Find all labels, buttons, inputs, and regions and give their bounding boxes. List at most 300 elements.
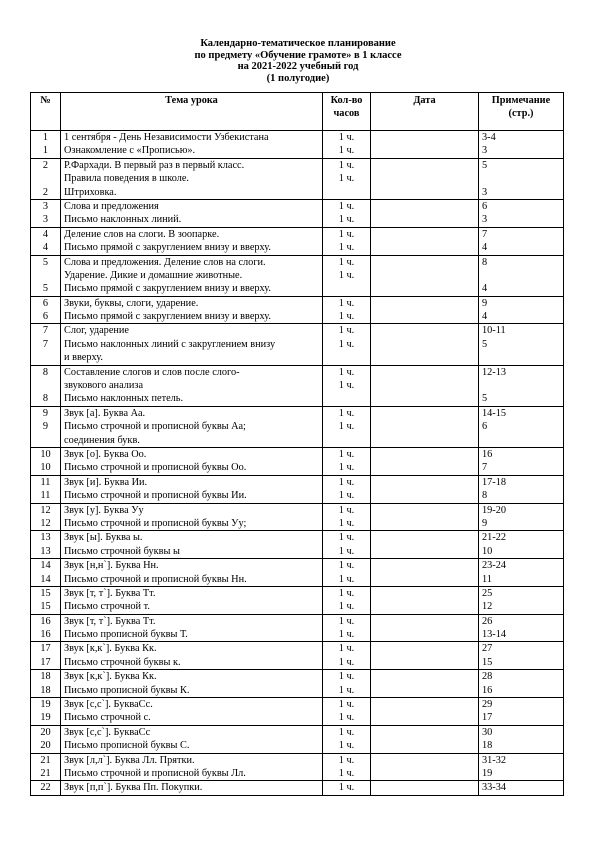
header-hours-line-1: Кол-во bbox=[330, 95, 363, 106]
cell-topic bbox=[61, 753, 323, 781]
cell-hours-line: 1 ч. bbox=[338, 545, 355, 557]
cell-note-line: 27 bbox=[482, 643, 493, 655]
table-row bbox=[31, 531, 564, 559]
table-row bbox=[31, 642, 564, 670]
cell-num-line: 18 bbox=[40, 684, 51, 696]
cell-hours-line: 1 ч. bbox=[338, 145, 355, 157]
cell-topic-line: Письмо строчной с. bbox=[64, 712, 151, 724]
cell-hours bbox=[323, 753, 371, 781]
cell-num-line: 12 bbox=[40, 517, 51, 529]
table-row bbox=[31, 614, 564, 642]
cell-num-line: 2 bbox=[42, 159, 49, 171]
cell-hours bbox=[323, 447, 371, 475]
header-hours bbox=[323, 93, 371, 131]
cell-note bbox=[479, 365, 564, 406]
cell-hours-line bbox=[326, 282, 367, 295]
cell-num-line: 7 bbox=[42, 338, 49, 350]
cell-num bbox=[31, 475, 61, 503]
cell-hours bbox=[323, 559, 371, 587]
cell-topic-line: Слова и предложения. Деление слов на слоги. bbox=[64, 256, 266, 268]
cell-date bbox=[371, 447, 479, 475]
planning-table bbox=[30, 92, 564, 796]
header-note-line-2: (стр.) bbox=[508, 108, 534, 120]
cell-note-line: 28 bbox=[482, 671, 493, 683]
table-row bbox=[31, 698, 564, 726]
cell-hours-line: 1 ч. bbox=[338, 532, 355, 544]
cell-num-line bbox=[34, 269, 57, 282]
cell-topic-line: Письмо прямой с закруглением внизу и вверху. bbox=[64, 283, 272, 295]
cell-num-line bbox=[34, 351, 57, 364]
cell-topic bbox=[61, 447, 323, 475]
cell-num-line: 10 bbox=[40, 462, 51, 474]
cell-topic bbox=[61, 614, 323, 642]
cell-topic-line: Штриховка. bbox=[64, 186, 117, 198]
cell-hours-line: 1 ч. bbox=[338, 629, 355, 641]
cell-hours-line: 1 ч. bbox=[338, 448, 355, 460]
cell-num-line: 9 bbox=[42, 407, 49, 419]
cell-date bbox=[371, 781, 479, 795]
cell-date bbox=[371, 199, 479, 227]
cell-num-line: 4 bbox=[42, 228, 49, 240]
cell-hours-line: 1 ч. bbox=[338, 712, 355, 724]
cell-num bbox=[31, 406, 61, 447]
cell-num-line: 15 bbox=[40, 587, 51, 599]
cell-note bbox=[479, 586, 564, 614]
cell-note-line: 7 bbox=[482, 462, 488, 474]
cell-date bbox=[371, 586, 479, 614]
cell-hours bbox=[323, 199, 371, 227]
table-row bbox=[31, 227, 564, 255]
cell-hours bbox=[323, 158, 371, 199]
cell-num-line: 10 bbox=[40, 448, 51, 460]
cell-topic bbox=[61, 781, 323, 795]
cell-note bbox=[479, 642, 564, 670]
cell-note-line: 12-13 bbox=[482, 366, 507, 378]
cell-hours-line bbox=[326, 186, 367, 199]
cell-hours-line: 1 ч. bbox=[338, 656, 355, 668]
cell-num-line: 18 bbox=[40, 671, 51, 683]
cell-note-line: 3-4 bbox=[482, 132, 496, 143]
cell-topic-line: Звук [ы]. Буква ы. bbox=[64, 532, 143, 544]
cell-hours-line: 1 ч. bbox=[338, 615, 355, 627]
cell-topic-line: соединения букв. bbox=[64, 434, 140, 446]
header-num: № bbox=[31, 93, 61, 131]
cell-note bbox=[479, 199, 564, 227]
cell-note bbox=[479, 131, 564, 159]
title-line-1: Календарно-тематическое планирование bbox=[200, 38, 396, 49]
cell-hours bbox=[323, 698, 371, 726]
cell-note-line: 10-11 bbox=[482, 325, 506, 337]
cell-topic-line: Звук [у]. Буква Уу bbox=[64, 504, 144, 516]
cell-topic-line: Письмо прямой с закруглением внизу и вверху. bbox=[64, 242, 272, 254]
cell-num-line: 3 bbox=[42, 214, 49, 226]
cell-num-line: 6 bbox=[42, 311, 49, 323]
cell-hours-line: 1 ч. bbox=[338, 726, 355, 738]
cell-num-line: 3 bbox=[42, 200, 49, 212]
table-row bbox=[31, 199, 564, 227]
cell-hours-line bbox=[326, 351, 367, 364]
cell-hours-line: 1 ч. bbox=[338, 476, 355, 488]
cell-num bbox=[31, 781, 61, 795]
cell-num bbox=[31, 324, 61, 365]
cell-note-line: 3 bbox=[482, 145, 488, 157]
cell-topic-line: Письмо строчной и прописной буквы Ии. bbox=[64, 490, 247, 502]
cell-topic bbox=[61, 670, 323, 698]
cell-topic-line: Письмо строчной буквы ы bbox=[64, 545, 180, 557]
cell-note-line: 26 bbox=[482, 615, 493, 627]
cell-hours bbox=[323, 642, 371, 670]
cell-num bbox=[31, 614, 61, 642]
cell-num-line: 11 bbox=[40, 476, 51, 488]
cell-topic-line: Звуки, буквы, слоги, ударение. bbox=[64, 297, 199, 309]
cell-num bbox=[31, 531, 61, 559]
cell-date bbox=[371, 670, 479, 698]
table-row bbox=[31, 586, 564, 614]
header-note bbox=[479, 93, 564, 131]
cell-note bbox=[479, 670, 564, 698]
cell-note-line: 11 bbox=[482, 573, 492, 585]
cell-topic bbox=[61, 559, 323, 587]
cell-topic-line: Письмо строчной и прописной буквы Уу; bbox=[64, 517, 247, 529]
cell-num-line: 13 bbox=[40, 545, 51, 557]
table-row bbox=[31, 781, 564, 795]
document-title bbox=[30, 38, 566, 84]
cell-date bbox=[371, 131, 479, 159]
cell-date bbox=[371, 614, 479, 642]
cell-topic-line: звукового анализа bbox=[64, 380, 144, 392]
cell-note-line: 8 bbox=[482, 490, 488, 502]
cell-hours-line: 1 ч. bbox=[338, 311, 355, 323]
cell-topic-line: Звук [т, т`]. Буква Тт. bbox=[64, 615, 156, 627]
cell-hours-line: 1 ч. bbox=[338, 767, 355, 779]
cell-num-line: 1 bbox=[42, 145, 49, 157]
cell-note-line: 9 bbox=[482, 517, 488, 529]
table-row bbox=[31, 447, 564, 475]
cell-hours-line: 1 ч. bbox=[338, 671, 355, 683]
cell-hours-line: 1 ч. bbox=[338, 740, 355, 752]
cell-hours-line: 1 ч. bbox=[338, 587, 355, 599]
cell-num-line: 1 bbox=[42, 132, 49, 143]
cell-note-line bbox=[482, 434, 560, 447]
cell-note-line: 18 bbox=[482, 740, 493, 752]
cell-date bbox=[371, 227, 479, 255]
cell-topic-line: Звук [к,к`]. Буква Кк. bbox=[64, 671, 157, 683]
cell-topic bbox=[61, 199, 323, 227]
cell-topic-line: Письмо прописной буквы К. bbox=[64, 684, 190, 696]
cell-date bbox=[371, 158, 479, 199]
cell-note bbox=[479, 296, 564, 324]
cell-num-line: 17 bbox=[40, 643, 51, 655]
cell-note-line: 14-15 bbox=[482, 407, 507, 419]
cell-topic bbox=[61, 586, 323, 614]
cell-topic-line: Звук [о]. Буква Оо. bbox=[64, 448, 147, 460]
cell-hours bbox=[323, 255, 371, 296]
cell-hours-line bbox=[326, 392, 367, 405]
cell-topic-line: и вверху. bbox=[64, 352, 103, 364]
table-row bbox=[31, 753, 564, 781]
cell-note bbox=[479, 324, 564, 365]
cell-num-line: 11 bbox=[40, 490, 51, 502]
cell-hours-line: 1 ч. bbox=[338, 214, 355, 226]
cell-hours bbox=[323, 725, 371, 753]
cell-topic-line: 1 сентября - День Независимости Узбекистана bbox=[64, 132, 269, 143]
cell-hours-line bbox=[326, 434, 367, 447]
cell-note-line bbox=[482, 172, 560, 185]
cell-hours-line: 1 ч. bbox=[338, 684, 355, 696]
cell-hours bbox=[323, 324, 371, 365]
cell-note-line: 12 bbox=[482, 601, 493, 613]
header-hours-line-2: часов bbox=[333, 108, 360, 120]
cell-hours-line: 1 ч. bbox=[338, 159, 355, 171]
cell-topic-line: Звук [и]. Буква Ии. bbox=[64, 476, 148, 488]
cell-note bbox=[479, 255, 564, 296]
cell-topic-line: Звук [л,л`]. Буква Лл. Прятки. bbox=[64, 754, 195, 766]
cell-hours bbox=[323, 227, 371, 255]
cell-date bbox=[371, 475, 479, 503]
cell-num-line: 7 bbox=[42, 325, 49, 337]
table-row bbox=[31, 503, 564, 531]
header-date: Дата bbox=[371, 93, 479, 131]
cell-note bbox=[479, 475, 564, 503]
cell-num-line: 9 bbox=[42, 421, 49, 433]
cell-date bbox=[371, 698, 479, 726]
cell-hours-line: 1 ч. bbox=[338, 573, 355, 585]
cell-note-line: 31-32 bbox=[482, 754, 507, 766]
cell-note-line: 17 bbox=[482, 712, 493, 724]
cell-note-line: 13-14 bbox=[482, 629, 507, 641]
cell-note-line: 6 bbox=[482, 421, 488, 433]
cell-num-line: 20 bbox=[40, 740, 51, 752]
cell-num-line: 19 bbox=[40, 712, 51, 724]
cell-hours bbox=[323, 365, 371, 406]
table-row bbox=[31, 670, 564, 698]
cell-num-line bbox=[34, 172, 57, 185]
cell-num-line: 5 bbox=[42, 283, 49, 295]
cell-note-line: 6 bbox=[482, 200, 488, 212]
cell-note-line: 5 bbox=[482, 338, 488, 350]
table-header-row bbox=[31, 93, 564, 131]
cell-note-line: 5 bbox=[482, 159, 488, 171]
cell-topic bbox=[61, 531, 323, 559]
cell-num bbox=[31, 296, 61, 324]
table-row bbox=[31, 559, 564, 587]
cell-hours-line: 1 ч. bbox=[338, 256, 355, 268]
cell-topic-line: Письмо наклонных петель. bbox=[64, 393, 184, 405]
table-body bbox=[31, 131, 564, 796]
cell-topic-line: Слог, ударение bbox=[64, 325, 129, 337]
cell-date bbox=[371, 406, 479, 447]
cell-note-line: 21-22 bbox=[482, 532, 507, 544]
cell-num-line: 21 bbox=[40, 767, 51, 779]
cell-hours-line: 1 ч. bbox=[338, 462, 355, 474]
cell-note-line: 29 bbox=[482, 699, 493, 711]
title-line-3: на 2021-2022 учебный год bbox=[237, 61, 359, 73]
cell-date bbox=[371, 365, 479, 406]
cell-topic-line: Звук [с,с`]. БукваСс bbox=[64, 726, 151, 738]
cell-hours-line: 1 ч. bbox=[338, 504, 355, 516]
cell-hours bbox=[323, 406, 371, 447]
cell-topic bbox=[61, 255, 323, 296]
cell-num bbox=[31, 131, 61, 159]
cell-hours-line: 1 ч. bbox=[338, 297, 355, 309]
cell-topic-line: Письмо строчной и прописной буквы Нн. bbox=[64, 573, 247, 585]
cell-note bbox=[479, 503, 564, 531]
cell-note-line: 19 bbox=[482, 767, 493, 779]
cell-date bbox=[371, 324, 479, 365]
cell-note-line: 23-24 bbox=[482, 560, 507, 572]
cell-num bbox=[31, 753, 61, 781]
cell-hours-line: 1 ч. bbox=[338, 173, 355, 185]
cell-note-line bbox=[482, 379, 560, 392]
cell-note bbox=[479, 753, 564, 781]
cell-hours-line: 1 ч. bbox=[338, 132, 355, 143]
cell-num-line: 14 bbox=[40, 573, 51, 585]
cell-num-line: 8 bbox=[42, 366, 49, 378]
cell-hours-line: 1 ч. bbox=[338, 782, 355, 794]
cell-hours-line: 1 ч. bbox=[338, 490, 355, 502]
cell-hours-line: 1 ч. bbox=[338, 421, 355, 433]
cell-hours-line: 1 ч. bbox=[338, 601, 355, 613]
cell-num bbox=[31, 725, 61, 753]
cell-topic bbox=[61, 406, 323, 447]
cell-note-line: 7 bbox=[482, 228, 488, 240]
cell-num bbox=[31, 158, 61, 199]
cell-hours-line: 1 ч. bbox=[338, 366, 355, 378]
cell-topic bbox=[61, 725, 323, 753]
cell-note-line: 16 bbox=[482, 448, 493, 460]
table-row bbox=[31, 131, 564, 159]
cell-date bbox=[371, 255, 479, 296]
cell-topic-line: Письмо наклонных линий. bbox=[64, 214, 182, 226]
cell-num bbox=[31, 227, 61, 255]
cell-note-line bbox=[482, 351, 560, 364]
header-topic: Тема урока bbox=[61, 93, 323, 131]
cell-topic bbox=[61, 503, 323, 531]
cell-num-line: 4 bbox=[42, 242, 49, 254]
cell-num bbox=[31, 559, 61, 587]
cell-num-line bbox=[34, 434, 57, 447]
cell-hours-line: 1 ч. bbox=[338, 560, 355, 572]
cell-note-line: 4 bbox=[482, 283, 488, 295]
header-note-line-1: Примечание bbox=[491, 95, 551, 106]
cell-note bbox=[479, 781, 564, 795]
cell-num bbox=[31, 365, 61, 406]
cell-hours bbox=[323, 614, 371, 642]
cell-num-line: 22 bbox=[40, 782, 51, 794]
cell-num bbox=[31, 698, 61, 726]
cell-note bbox=[479, 698, 564, 726]
cell-hours bbox=[323, 131, 371, 159]
cell-num-line: 15 bbox=[40, 601, 51, 613]
cell-topic-line: Письмо наклонных линий с закруглением внизу bbox=[64, 338, 276, 350]
cell-date bbox=[371, 753, 479, 781]
cell-note-line: 3 bbox=[482, 214, 488, 226]
cell-topic-line: Письмо прямой с закруглением внизу и вверху. bbox=[64, 311, 272, 323]
cell-date bbox=[371, 296, 479, 324]
cell-num-line: 12 bbox=[40, 504, 51, 516]
cell-topic-line: Составление слогов и слов после слого- bbox=[64, 366, 240, 378]
cell-topic-line: Звук [п,п`]. Буква Пп. Покупки. bbox=[64, 782, 203, 794]
cell-topic bbox=[61, 698, 323, 726]
cell-hours-line: 1 ч. bbox=[338, 200, 355, 212]
table-row bbox=[31, 324, 564, 365]
cell-topic bbox=[61, 158, 323, 199]
cell-topic-line: Р.Фархади. В первый раз в первый класс. bbox=[64, 159, 245, 171]
cell-date bbox=[371, 559, 479, 587]
cell-num-line: 5 bbox=[42, 256, 49, 268]
table-row bbox=[31, 296, 564, 324]
cell-num bbox=[31, 503, 61, 531]
cell-note-line: 9 bbox=[482, 297, 488, 309]
cell-topic-line: Письмо строчной и прописной буквы Оо. bbox=[64, 462, 247, 474]
cell-note-line: 19-20 bbox=[482, 504, 507, 516]
cell-note-line: 16 bbox=[482, 684, 493, 696]
cell-note-line: 17-18 bbox=[482, 476, 507, 488]
cell-num bbox=[31, 670, 61, 698]
cell-note-line: 15 bbox=[482, 656, 493, 668]
cell-note-line bbox=[482, 269, 560, 282]
cell-topic bbox=[61, 642, 323, 670]
cell-note-line: 5 bbox=[482, 393, 488, 405]
cell-topic-line: Письмо строчной буквы к. bbox=[64, 656, 181, 668]
cell-hours-line: 1 ч. bbox=[338, 338, 355, 350]
cell-num bbox=[31, 447, 61, 475]
cell-date bbox=[371, 725, 479, 753]
cell-topic-line: Письмо строчной т. bbox=[64, 601, 150, 613]
cell-note-line: 4 bbox=[482, 242, 488, 254]
title-line-2: по предмету «Обучение грамоте» в 1 классе bbox=[194, 49, 402, 61]
cell-note bbox=[479, 531, 564, 559]
cell-hours bbox=[323, 296, 371, 324]
cell-num-line: 21 bbox=[40, 754, 51, 766]
table-row bbox=[31, 725, 564, 753]
cell-num bbox=[31, 199, 61, 227]
cell-note-line: 25 bbox=[482, 587, 493, 599]
cell-hours-line: 1 ч. bbox=[338, 754, 355, 766]
cell-topic bbox=[61, 324, 323, 365]
cell-topic-line: Звук [т, т`]. Буква Тт. bbox=[64, 587, 156, 599]
cell-num-line: 16 bbox=[40, 615, 51, 627]
cell-hours-line: 1 ч. bbox=[338, 643, 355, 655]
cell-hours-line: 1 ч. bbox=[338, 242, 355, 254]
cell-hours bbox=[323, 670, 371, 698]
cell-num bbox=[31, 255, 61, 296]
cell-hours-line: 1 ч. bbox=[338, 407, 355, 419]
cell-note bbox=[479, 227, 564, 255]
cell-date bbox=[371, 503, 479, 531]
cell-note bbox=[479, 406, 564, 447]
cell-note bbox=[479, 158, 564, 199]
cell-topic-line: Звук [н,н`]. Буква Нн. bbox=[64, 560, 159, 572]
cell-num-line bbox=[34, 379, 57, 392]
cell-note-line: 4 bbox=[482, 311, 488, 323]
cell-topic bbox=[61, 227, 323, 255]
cell-topic-line: Слова и предложения bbox=[64, 200, 159, 212]
cell-topic bbox=[61, 365, 323, 406]
cell-topic-line: Ударение. Дикие и домашние животные. bbox=[64, 269, 243, 281]
cell-hours bbox=[323, 475, 371, 503]
cell-num-line: 19 bbox=[40, 699, 51, 711]
cell-topic-line: Деление слов на слоги. В зоопарке. bbox=[64, 228, 220, 240]
cell-topic-line: Письмо строчной и прописной буквы Лл. bbox=[64, 767, 246, 779]
cell-topic bbox=[61, 131, 323, 159]
cell-hours-line: 1 ч. bbox=[338, 228, 355, 240]
cell-topic-line: Ознакомление с «Прописью». bbox=[64, 145, 196, 157]
cell-note-line: 8 bbox=[482, 256, 488, 268]
cell-topic-line: Правила поведения в школе. bbox=[64, 173, 189, 185]
cell-hours bbox=[323, 586, 371, 614]
cell-note-line: 33-34 bbox=[482, 782, 507, 794]
